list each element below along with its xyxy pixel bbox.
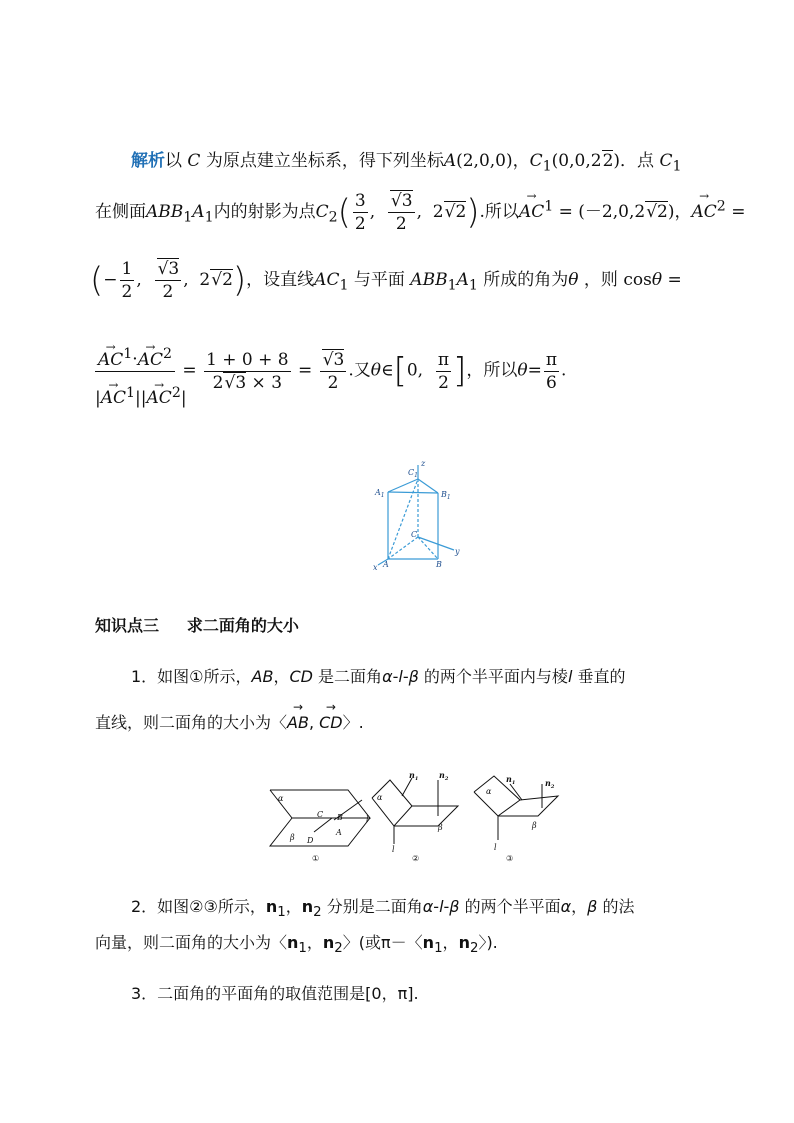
prism-figure: [370, 455, 470, 580]
solution-tail: 所以θ=: [483, 360, 542, 381]
svg-text:l: l: [392, 845, 395, 854]
solution-text-3: ，设直线$AC_1$ 与平面 $ABB_1A_1$ 所成的角为θ ，则 cosθ =: [246, 270, 682, 294]
label-a1: $A_1$: [375, 488, 385, 499]
svg-text:n2: $n_2$: [439, 770, 449, 782]
svg-text:α: α: [486, 787, 492, 796]
label-y: y: [455, 547, 460, 556]
svg-text:C: C: [317, 810, 324, 819]
label-b: B: [436, 560, 442, 569]
svg-text:D: D: [307, 836, 314, 845]
svg-text:l: l: [494, 843, 497, 852]
item-1-line-2: 直线，则二面角的大小为〈→ AB, → CD〉.: [95, 710, 364, 733]
label-c1: $C_1$: [408, 468, 418, 479]
svg-text:n1: $n_1$: [409, 770, 419, 782]
dihedral-figures: [262, 770, 582, 865]
solution-line-2: 在侧面$ABB_1A_1$内的射影为点$C_2$( $\frac{3}{2}$ , $\frac{√3}{2}$ , 2√2).所以→ $AC^1 = (-2,0,2√2)$，→ $AC^2$ =: [95, 190, 745, 235]
svg-text:B: B: [337, 813, 343, 822]
label-a: A: [383, 560, 389, 569]
svg-text:n2: $n_2$: [545, 778, 555, 790]
svg-text:α: α: [377, 793, 383, 802]
svg-text:③: ③: [506, 854, 514, 863]
svg-text:β: β: [532, 821, 537, 830]
solution-line-4: → $\frac{AC^1\cdot\to AC^2}{|\to AC^1||\to AC^2|}$ = $\frac{1 + 0 + 8}{2√3 \times 3}$ = $\frac{√3}{2}$ .又θ∈[0, $\frac{\pi}{2}$ ]，所以θ= $\frac{\pi}{6}$ .: [93, 333, 566, 409]
svg-text:l: l: [366, 815, 369, 824]
label-z: z: [421, 459, 426, 468]
item-1-line-1: 1．如图①所示，AB，CD 是二面角α-l-β 的两个半平面内与棱l 垂直的: [131, 667, 626, 686]
solution-text-1: 以 C 为原点建立坐标系，得下列坐标A(2,0,0)，$C_1(0,0,22)$．点 $C_1$: [165, 151, 682, 175]
section-title: 求二面角的大小: [186, 616, 299, 635]
solution-line-3: (− $\frac{1}{2}$ , $\frac{√3}{2}$ , 2√2)，设直线$AC_1$ 与平面 $ABB_1A_1$ 所成的角为θ ，则 cosθ =: [90, 259, 682, 302]
svg-text:A: A: [336, 828, 342, 837]
svg-text:β: β: [290, 833, 295, 842]
svg-text:α: α: [278, 794, 284, 803]
section-heading: [95, 613, 299, 636]
label-x: x: [373, 563, 378, 572]
svg-text:β: β: [438, 823, 443, 832]
svg-text:①: ①: [312, 854, 320, 863]
svg-text:②: ②: [412, 854, 420, 863]
section-number: 知识点三: [95, 616, 160, 635]
item-3: 3．二面角的平面角的取值范围是[0，π].: [131, 984, 419, 1003]
svg-text:n1: $n_1$: [506, 774, 516, 786]
label-b1: $B_1$: [441, 490, 451, 501]
item-2-line-2: 向量，则二面角的大小为〈$n_1$，$n_2$〉(或π－〈$n_1$，$n_2$〉).: [95, 933, 498, 957]
item-2-line-1: 2．如图②③所示，$n_1$，$n_2$ 分别是二面角α-l-β 的两个半平面α，β 的法: [131, 897, 635, 921]
solution-label: 解析: [131, 151, 165, 171]
label-c: C: [411, 530, 418, 539]
solution-line-1: [131, 146, 681, 174]
